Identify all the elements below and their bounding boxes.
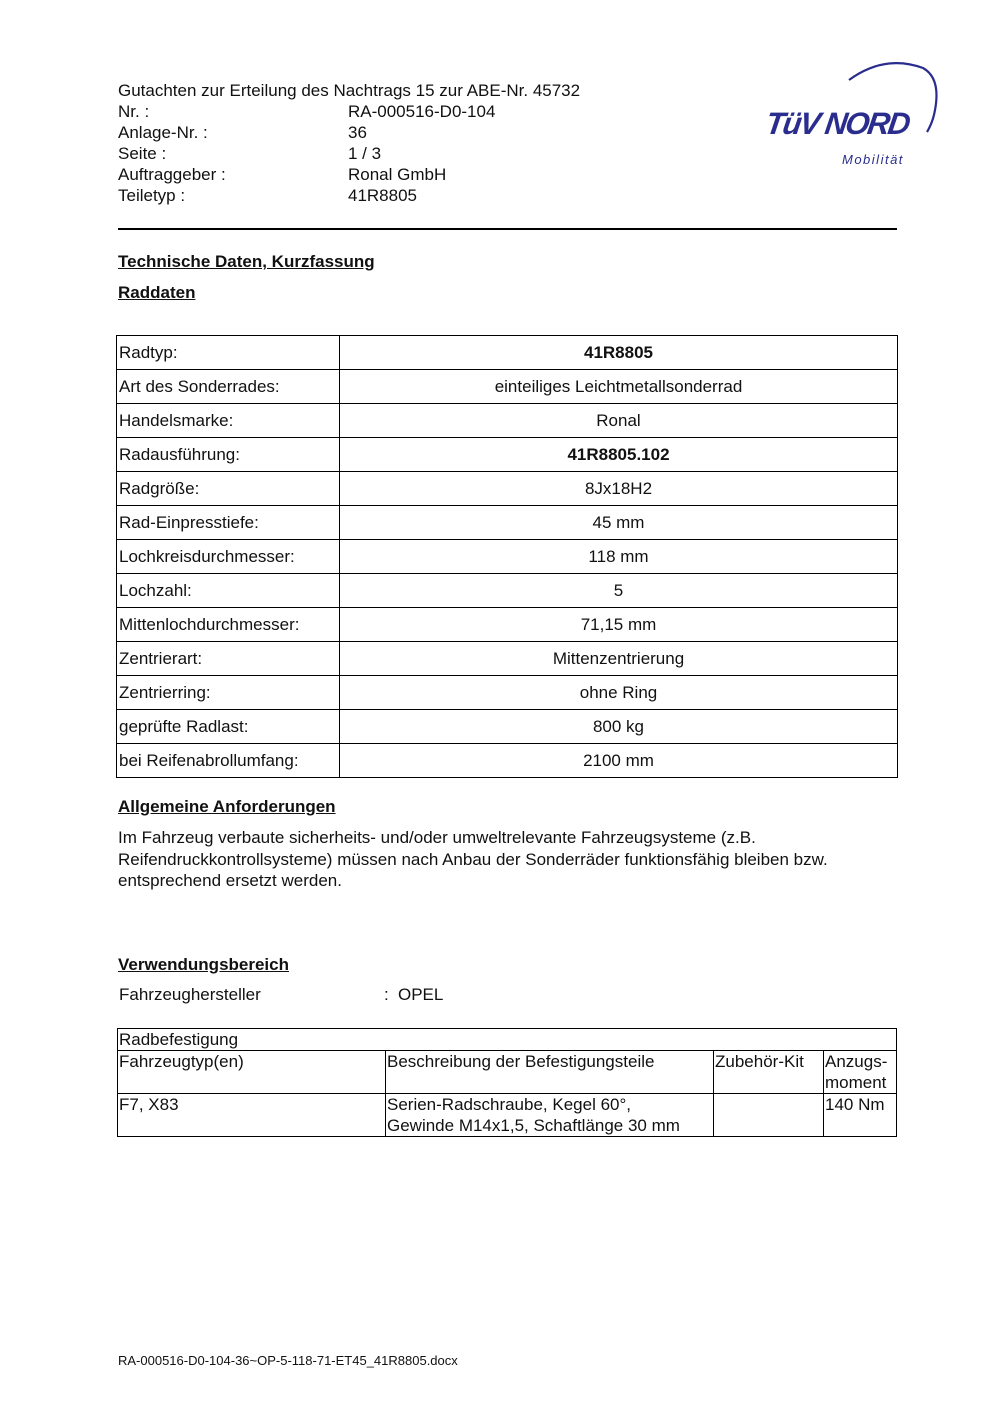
usage-title: Verwendungsbereich: [118, 955, 289, 974]
table-row: [117, 404, 898, 438]
report-title-text: Gutachten zur Erteilung des Nachtrags 15 zur ABE-Nr. 45732: [118, 81, 581, 100]
row-label: Mittenlochdurchmesser:: [117, 608, 340, 642]
cell-torque: 140 Nm: [824, 1094, 897, 1137]
requirements-title: Allgemeine Anforderungen: [118, 797, 336, 816]
row-value: Ronal: [340, 404, 898, 438]
description-line: Serien-Radschraube, Kegel 60°,: [387, 1095, 632, 1114]
requirements-line: entsprechend ersetzt werden.: [118, 871, 342, 890]
row-value: 41R8805.102: [340, 438, 898, 472]
table-row: [117, 540, 898, 574]
header-value: 1 / 3: [348, 144, 382, 163]
header-label: Seite :: [118, 144, 167, 163]
row-label: Art des Sonderrades:: [117, 370, 340, 404]
manufacturer-separator: :: [384, 985, 389, 1004]
row-label: Radausführung:: [117, 438, 340, 472]
header-label: Anlage-Nr. :: [118, 123, 208, 142]
table-row: [117, 642, 898, 676]
row-label: Zentrierring:: [117, 676, 340, 710]
logo-brand: TüV NORD: [763, 106, 911, 141]
table-row: [117, 744, 898, 778]
row-value: 8Jx18H2: [340, 472, 898, 506]
wheel-fixing-table: [117, 1028, 897, 1137]
row-value: ohne Ring: [340, 676, 898, 710]
header-divider: [118, 228, 897, 230]
row-value: 118 mm: [340, 540, 898, 574]
row-value: Mittenzentrierung: [340, 642, 898, 676]
table-row: [117, 574, 898, 608]
cell-accessory-kit: [714, 1094, 824, 1137]
header-value: 41R8805: [348, 186, 418, 205]
table-caption-row: [118, 1029, 897, 1051]
header-accessory-kit: Zubehör-Kit: [714, 1051, 824, 1094]
cell-vehicle-types: F7, X83: [118, 1094, 386, 1137]
row-label: Zentrierart:: [117, 642, 340, 676]
row-label: Handelsmarke:: [117, 404, 340, 438]
header-value: 36: [348, 123, 367, 142]
row-label: Lochkreisdurchmesser:: [117, 540, 340, 574]
logo-subtitle: Mobilität: [842, 152, 904, 167]
table-row: [117, 506, 898, 540]
row-value: 5: [340, 574, 898, 608]
table-row: [117, 438, 898, 472]
manufacturer-value: OPEL: [398, 985, 444, 1004]
header-label: Nr. :: [118, 102, 150, 121]
row-label: Radgröße:: [117, 472, 340, 506]
footer-filename: RA-000516-D0-104-36~OP-5-118-71-ET45_41R8805.docx: [118, 1353, 458, 1368]
header-torque-line: moment: [825, 1073, 887, 1092]
requirements-line: Reifendruckkontrollsysteme) müssen nach Anbau der Sonderräder funktionsfähig bleiben bzw.: [118, 849, 828, 869]
requirements-line: Im Fahrzeug verbaute sicherheits- und/oder umweltrelevante Fahrzeugsysteme (z.B.: [118, 828, 756, 847]
header-label: Teiletyp :: [118, 186, 186, 205]
header-description: Beschreibung der Befestigungsteile: [386, 1051, 714, 1094]
header-vehicle-types: Fahrzeugtyp(en): [118, 1051, 386, 1094]
table-row: [117, 370, 898, 404]
row-label: bei Reifenabrollumfang:: [117, 744, 340, 778]
row-value: 71,15 mm: [340, 608, 898, 642]
manufacturer-label: Fahrzeughersteller: [119, 985, 261, 1004]
requirements-text: [118, 827, 908, 892]
table-row: [118, 1094, 897, 1137]
row-label: geprüfte Radlast:: [117, 710, 340, 744]
section-title: Technische Daten, Kurzfassung: [118, 252, 375, 271]
row-value: 800 kg: [340, 710, 898, 744]
header-torque: [824, 1051, 897, 1094]
row-label: Radtyp:: [117, 336, 340, 370]
wheel-data-table: [116, 335, 898, 778]
table-row: [117, 608, 898, 642]
row-label: Rad-Einpresstiefe:: [117, 506, 340, 540]
row-value: 45 mm: [340, 506, 898, 540]
table-row: [117, 710, 898, 744]
table-row: [117, 472, 898, 506]
table-header-row: [118, 1051, 897, 1094]
header-value: RA-000516-D0-104: [348, 102, 496, 121]
cell-description: [386, 1094, 714, 1137]
row-label: Lochzahl:: [117, 574, 340, 608]
table-row: [117, 676, 898, 710]
fixing-caption: Radbefestigung: [118, 1029, 897, 1051]
header-value: Ronal GmbH: [348, 165, 447, 184]
row-value: einteiliges Leichtmetallsonderrad: [340, 370, 898, 404]
raddaten-title: Raddaten: [118, 283, 196, 302]
header-torque-line: Anzugs-: [825, 1052, 888, 1071]
row-value: 41R8805: [340, 336, 898, 370]
description-line: Gewinde M14x1,5, Schaftlänge 30 mm: [387, 1116, 680, 1135]
row-value: 2100 mm: [340, 744, 898, 778]
header-label: Auftraggeber :: [118, 165, 226, 184]
table-row: [117, 336, 898, 370]
